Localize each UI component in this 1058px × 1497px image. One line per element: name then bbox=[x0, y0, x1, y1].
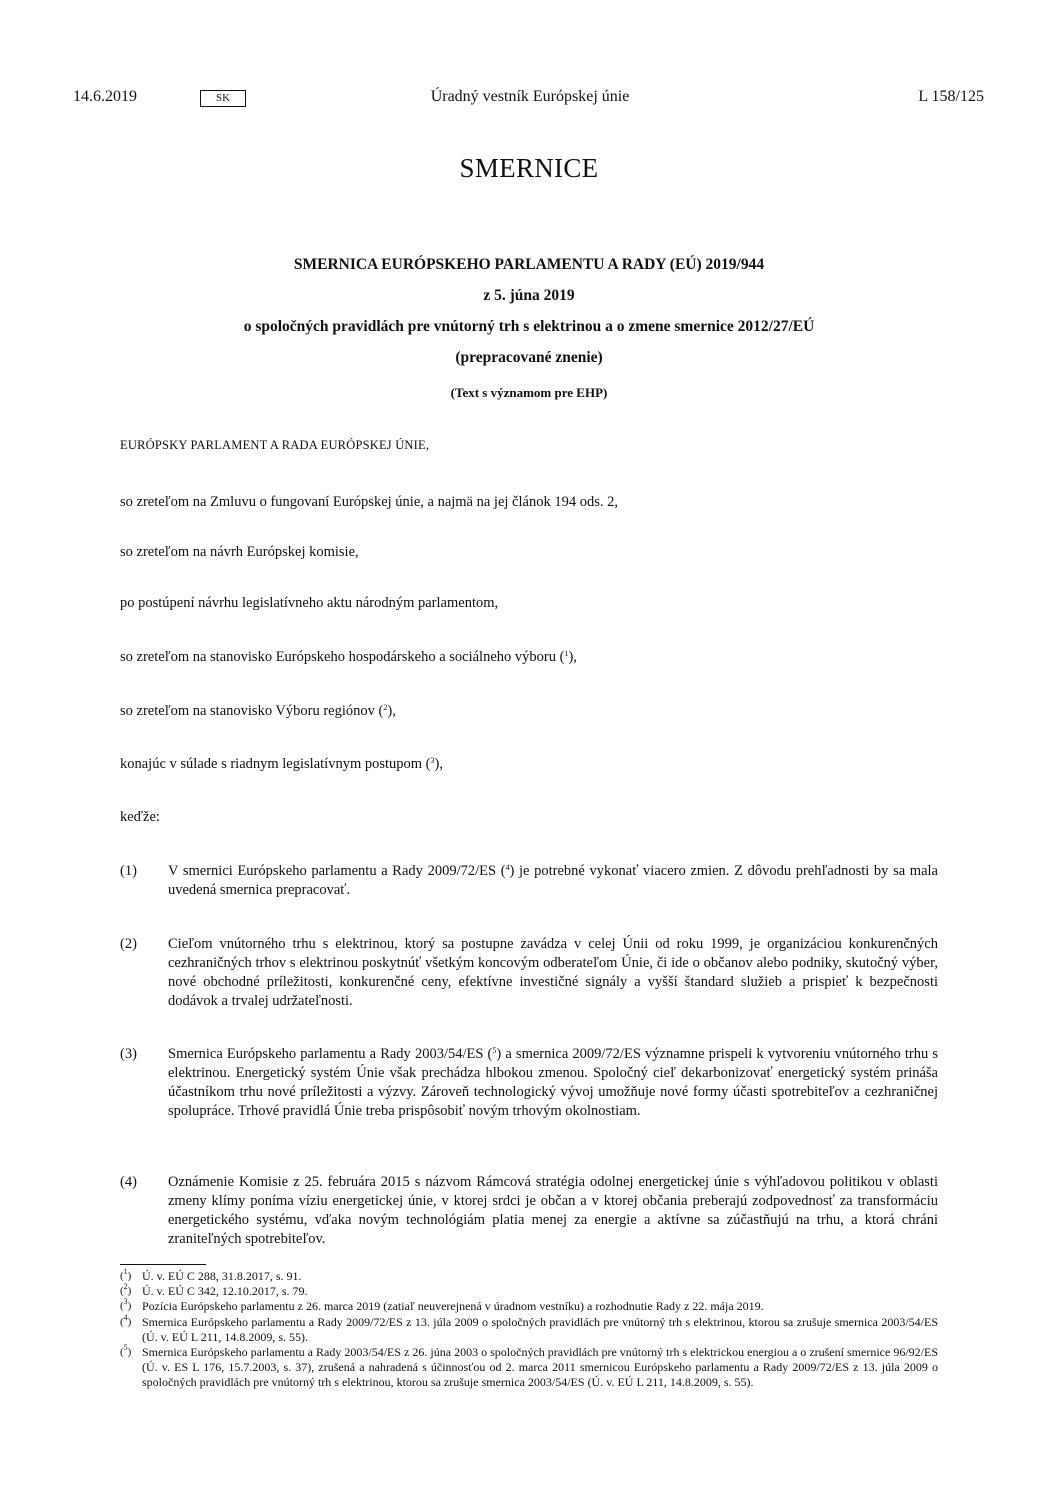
footnote-mark: ($^2$) bbox=[120, 1282, 132, 1298]
title-line-directive: SMERNICA EURÓPSKEHO PARLAMENTU A RADY (EÚ) 2019/944 bbox=[293, 256, 765, 273]
document-type-heading: SMERNICE bbox=[459, 153, 599, 183]
preamble-citation-cor: so zreteľom na stanovisko Výboru regiónov ($^2$), bbox=[120, 703, 396, 719]
recital-text: Cieľom vnútorného trhu s elektrinou, ktorý sa postupne zavádza v celej Únii od roku 1999, je organizáciou konkurenčných cezhraničných trhov s elektrinou poskytnúť všetkým koncovým odberateľom Únie, či ide o občanov alebo podniky, skutočný výber, nové obchodné príležitosti, konkurenčné ceny, efektívne investičné signály a vyšší štandard služieb a prispieť k bezpečnosti dodávok a trvalej udržateľnosti. bbox=[168, 936, 938, 1009]
preamble-citation-proposal: so zreteľom na návrh Európskej komisie, bbox=[120, 544, 359, 560]
preamble-citation-procedure: konajúc v súlade s riadnym legislatívnym postupom ($^3$), bbox=[120, 756, 443, 772]
title-line-subject: o spoločných pravidlách pre vnútorný trh s elektrinou a o zmene smernice 2012/27/EÚ bbox=[243, 318, 815, 335]
footnote-mark: ($^4$) bbox=[120, 1312, 132, 1328]
recital-number: (2) bbox=[120, 936, 137, 952]
recital-number: (1) bbox=[120, 863, 137, 879]
footnote-reference[interactable]: 2 bbox=[383, 703, 388, 712]
footnote-item bbox=[120, 1284, 938, 1299]
recital-text: V smernici Európskeho parlamentu a Rady 2009/72/ES ($^4$) je potrebné vykonať viacero zmien. Z dôvodu prehľadnosti by sa mala uvedená smernica prepracovať. bbox=[168, 863, 938, 898]
footnote-mark: ($^5$) bbox=[120, 1343, 132, 1359]
title-line-recast: (prepracované znenie) bbox=[455, 349, 603, 366]
preamble-citation-eesc: so zreteľom na stanovisko Európskeho hospodárskeho a sociálneho výboru ($^1$), bbox=[120, 649, 577, 665]
language-badge: SK bbox=[200, 90, 246, 107]
publication-date: 14.6.2019 bbox=[73, 88, 137, 105]
title-line-eea: (Text s významom pre EHP) bbox=[450, 385, 608, 400]
preamble-intro: EURÓPSKY PARLAMENT A RADA EURÓPSKEJ ÚNIE, bbox=[120, 438, 430, 452]
footnote-item bbox=[120, 1299, 938, 1314]
recital-2 bbox=[120, 935, 938, 1011]
footnote-item bbox=[120, 1345, 938, 1391]
whereas-label: keďže: bbox=[120, 809, 160, 825]
recital-1 bbox=[120, 862, 938, 900]
footnote-reference[interactable]: 3 bbox=[430, 756, 435, 765]
title-line-date: z 5. júna 2019 bbox=[483, 287, 575, 304]
footnote-mark: ($^3$) bbox=[120, 1297, 132, 1313]
footnote-number: 1 bbox=[123, 1267, 128, 1276]
recital-text: Oznámenie Komisie z 25. februára 2015 s názvom Rámcová stratégia odolnej energetickej únie s výhľadovou politikou v oblasti zmeny klímy poníma víziu energetickej únie, v ktorej srdci je občan a v ktorej občania preberajú zodpovednosť za transformáciu energetického systému, vďaka novým technológiám platia menej za energie a aktívne sa zúčastňujú na trhu, a ktorá chráni zraniteľných spotrebiteľov. bbox=[168, 1174, 938, 1247]
footnotes bbox=[120, 1269, 938, 1391]
journal-header bbox=[73, 88, 984, 110]
footnote-number: 5 bbox=[123, 1343, 128, 1353]
recital-text-part: Smernica Európskeho parlamentu a Rady 2003/54/ES bbox=[168, 1046, 484, 1062]
footnote-reference[interactable]: 1 bbox=[564, 649, 569, 658]
footnote-separator bbox=[120, 1264, 206, 1265]
footnote-number: 4 bbox=[123, 1312, 128, 1322]
footnote-reference[interactable]: 4 bbox=[505, 863, 510, 872]
footnote-reference[interactable]: 5 bbox=[492, 1046, 497, 1055]
footnote-number: 3 bbox=[123, 1297, 128, 1307]
citation-text: so zreteľom na stanovisko Výboru regiónov bbox=[120, 703, 375, 719]
preamble-citation-parliaments: po postúpení návrhu legislatívneho aktu národným parlamentom, bbox=[120, 595, 499, 611]
preamble-citation-treaty: so zreteľom na Zmluvu o fungovaní Európskej únie, a najmä na jej článok 194 ods. 2, bbox=[120, 494, 618, 510]
footnote-number: 2 bbox=[123, 1282, 128, 1292]
citation-text: konajúc v súlade s riadnym legislatívnym postupom bbox=[120, 756, 423, 772]
footnote-text: Smernica Európskeho parlamentu a Rady 2009/72/ES z 13. júla 2009 o spoločných pravidlách pre vnútorný trh s elektrinou, ktorou sa zrušuje smernica 2003/54/ES (Ú. v. EÚ L 211, 14.8.2009, s. 55). bbox=[142, 1314, 938, 1344]
recital-text: Smernica Európskeho parlamentu a Rady 2003/54/ES ($^5$) a smernica 2009/72/ES významne prispeli k vytvoreniu vnútorného trhu s elektrinou. Energetický systém Únie však prechádza hlbokou zmenou. Spoločný cieľ dekarbonizovať energetický systém prináša účastníkom trhu nové príležitosti a výzvy. Zároveň technologický vývoj umožňuje nové formy účasti spotrebiteľov a cezhraničnej spolupráce. Trhové pravidlá Únie treba prispôsobiť novým trhovým okolnostiam. bbox=[168, 1046, 938, 1119]
footnote-text: Pozícia Európskeho parlamentu z 26. marca 2019 (zatiaľ neuverejnená v úradnom vestníku) a rozhodnutie Rady z 22. mája 2019. bbox=[142, 1299, 764, 1314]
footnote-item bbox=[120, 1312, 938, 1345]
footnote-mark: ($^1$) bbox=[120, 1267, 132, 1282]
recital-number: (4) bbox=[120, 1174, 137, 1190]
footnote-text: Ú. v. EÚ C 288, 31.8.2017, s. 91. bbox=[142, 1269, 302, 1283]
journal-title: Úradný vestník Európskej únie bbox=[430, 88, 630, 105]
recital-3 bbox=[120, 1045, 938, 1121]
recital-text-part: a smernica 2009/72/ES významne prispeli k vytvoreniu vnútorného trhu s elektrinou. Energetický systém Únie však prechádza hlbokou zmenou. Spoločný cieľ dekarbonizovať energetický systém prináša účastníkom trhu nové príležitosti a výzvy. Zároveň technologický vývoj umožňuje nové formy účasti spotrebiteľov a cezhraničnej spolupráce. Trhové pravidlá Únie treba prispôsobiť novým trhovým okolnostiam. bbox=[168, 1046, 938, 1119]
recital-4 bbox=[120, 1173, 938, 1249]
directive-title bbox=[80, 254, 978, 413]
footnote-text: Ú. v. EÚ C 342, 12.10.2017, s. 79. bbox=[142, 1284, 308, 1299]
recital-number: (3) bbox=[120, 1046, 137, 1062]
citation-text: so zreteľom na stanovisko Európskeho hospodárskeho a sociálneho výboru bbox=[120, 649, 556, 665]
footnote-item bbox=[120, 1269, 938, 1284]
page-reference: L 158/125 bbox=[918, 88, 984, 105]
recital-text-part: V smernici Európskeho parlamentu a Rady 2009/72/ES bbox=[168, 863, 497, 879]
recital-text-part: je potrebné vykonať viacero zmien. Z dôvodu prehľadnosti by sa mala uvedená smernica prepracovať. bbox=[168, 863, 938, 898]
footnote-text: Smernica Európskeho parlamentu a Rady 2003/54/ES z 26. júna 2003 o spoločných pravidlách pre vnútorný trh s elektrickou energiou a o zrušení smernice 96/92/ES (Ú. v. ES L 176, 15.7.2003, s. 37), zrušená a nahradená s účinnosťou od 2. marca 2011 smernicou Európskeho parlamentu a Rady 2009/72/ES z 13. júla 2009 o spoločných pravidlách pre vnútorný trh s elektrinou, ktorou sa zrušuje smernica 2003/54/ES (Ú. v. EÚ L 211, 14.8.2009, s. 55). bbox=[142, 1345, 938, 1390]
